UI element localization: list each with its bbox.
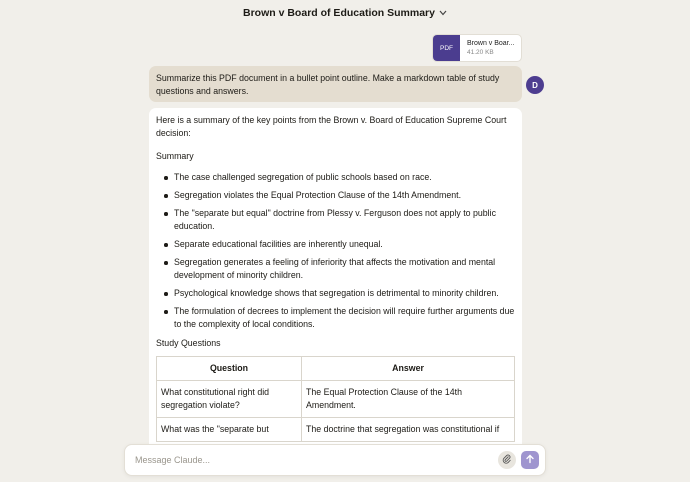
table-cell: What was the "separate but	[157, 418, 302, 442]
study-questions-heading: Study Questions	[156, 338, 221, 348]
message-composer	[124, 444, 546, 476]
table-header-row	[157, 357, 515, 381]
summary-heading: Summary	[156, 151, 194, 161]
conversation-title[interactable]	[0, 0, 690, 26]
table-row	[157, 381, 515, 418]
list-item: The formulation of decrees to implement the decision will require further arguments due to the complexity of local conditions.	[163, 305, 515, 331]
list-item: Psychological knowledge shows that segregation is detrimental to minority children.	[163, 287, 515, 300]
pdf-attachment[interactable]	[432, 34, 522, 62]
paperclip-icon	[502, 451, 512, 469]
user-message	[149, 66, 522, 102]
list-item: Segregation violates the Equal Protection Clause of the 14th Amendment.	[163, 189, 515, 202]
user-avatar[interactable]: D	[526, 76, 544, 94]
list-item: The case challenged segregation of public schools based on race.	[163, 171, 515, 184]
user-message-text: Summarize this PDF document in a bullet point outline. Make a markdown table of study questions and answers.	[156, 73, 500, 96]
table-row	[157, 418, 515, 442]
list-item: Segregation generates a feeling of inferiority that affects the motivation and mental development of minority children.	[163, 256, 515, 282]
table-cell: The doctrine that segregation was constitutional if	[302, 418, 515, 442]
assistant-intro: Here is a summary of the key points from the Brown v. Board of Education Supreme Court decision:	[156, 115, 507, 138]
table-header: Answer	[302, 357, 515, 381]
assistant-message	[149, 108, 522, 448]
summary-list	[163, 171, 515, 331]
attachment-filename: Brown v Boar...	[467, 40, 515, 47]
list-item: The "separate but equal" doctrine from Plessy v. Ferguson does not apply to public education.	[163, 207, 515, 233]
study-questions-table	[156, 356, 515, 442]
conversation-title-text: Brown v Board of Education Summary	[243, 7, 435, 19]
send-button[interactable]	[521, 451, 539, 469]
table-cell: The Equal Protection Clause of the 14th Amendment.	[302, 381, 515, 418]
message-input[interactable]	[135, 455, 498, 465]
list-item: Separate educational facilities are inherently unequal.	[163, 238, 515, 251]
attach-button[interactable]	[498, 451, 516, 469]
table-header: Question	[157, 357, 302, 381]
table-cell: What constitutional right did segregation violate?	[157, 381, 302, 418]
send-arrow-icon	[525, 451, 535, 469]
pdf-file-icon: PDF	[433, 35, 460, 61]
chevron-down-icon	[439, 9, 447, 18]
attachment-size: 41.20 KB	[467, 49, 494, 56]
